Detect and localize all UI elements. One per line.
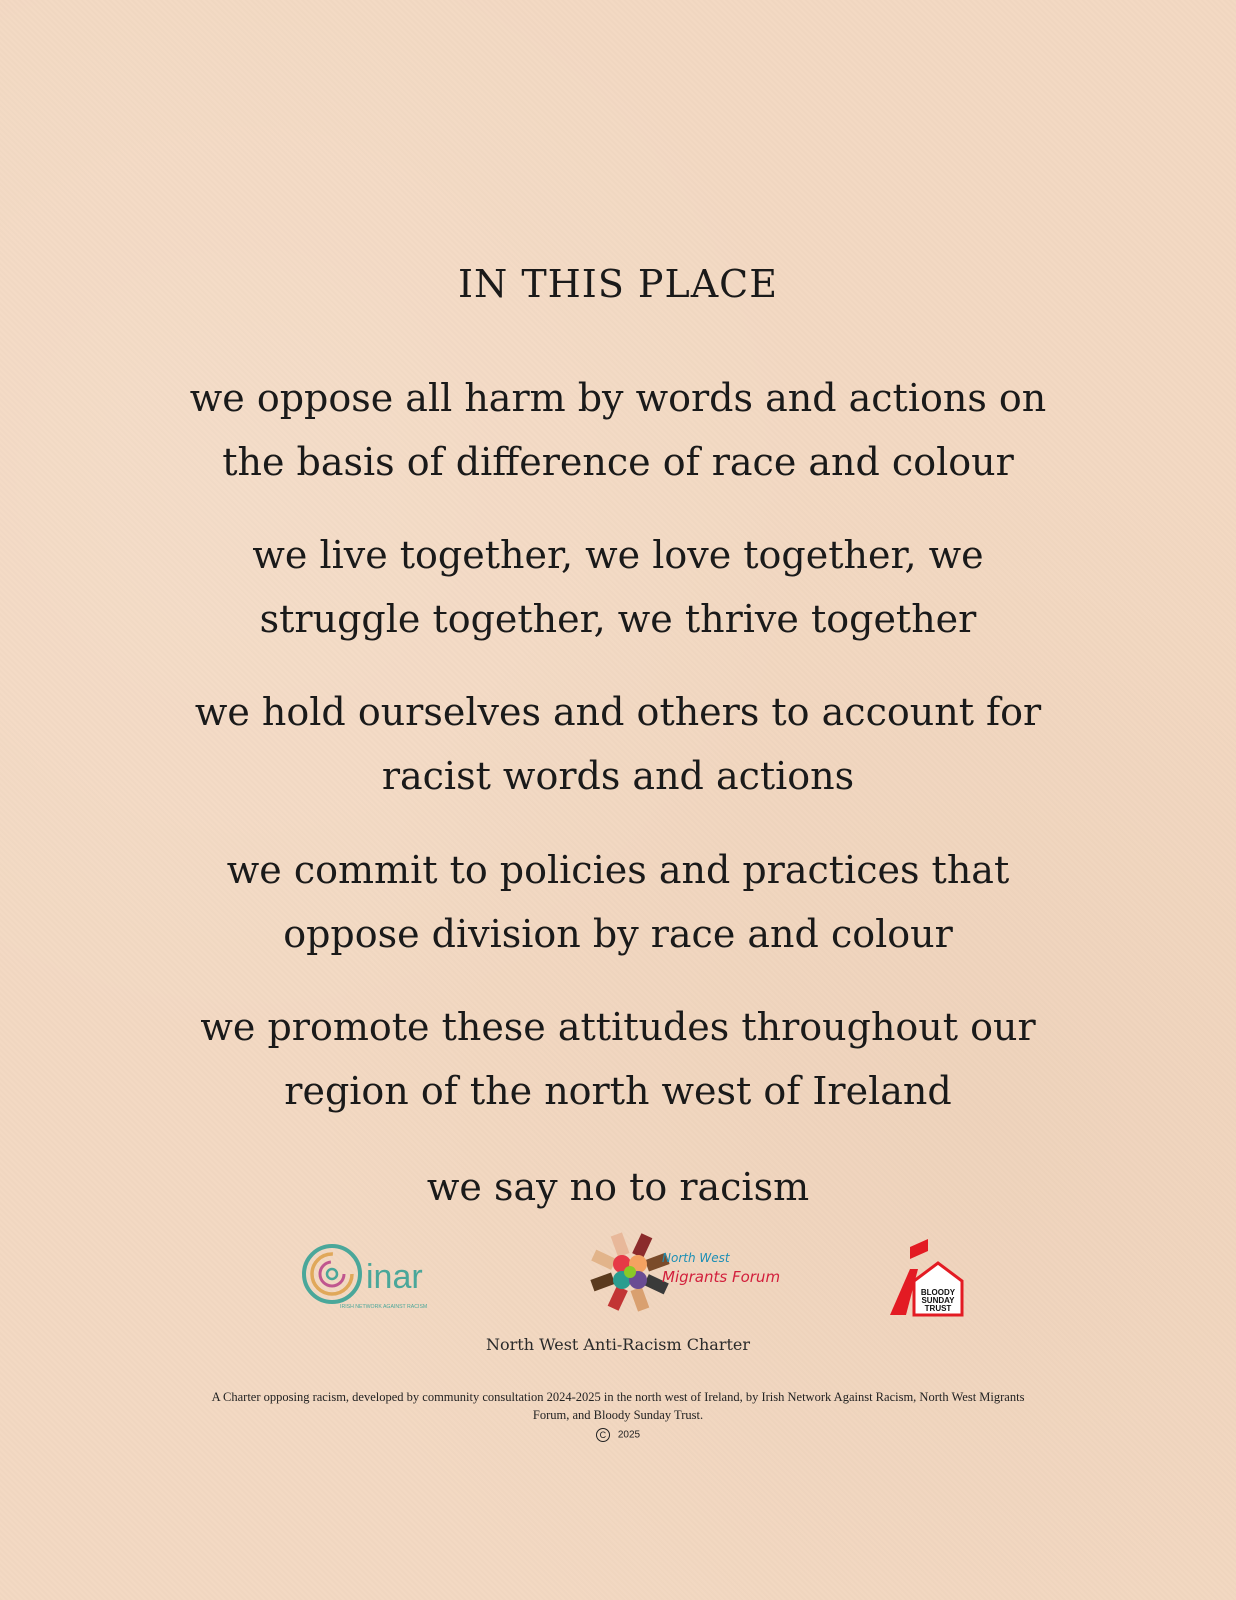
- hands-circle-icon: [590, 1232, 790, 1312]
- nwmf-logo: [590, 1232, 790, 1312]
- stanza-line: we live together, we love together, we: [252, 533, 984, 577]
- stanza-no-racism: [118, 1155, 1118, 1219]
- house-icon: [888, 1237, 968, 1317]
- stanza-live-together: [118, 523, 1118, 651]
- bst-line3: TRUST: [924, 1304, 952, 1313]
- stanza-line: we commit to policies and practices that: [226, 848, 1010, 892]
- copyright-year: 2025: [617, 1429, 641, 1441]
- copyright-icon: C: [596, 1428, 610, 1442]
- charter-description: A Charter opposing racism, developed by community consultation 2024-2025 in the north west of Ireland, by Irish Network Against Racism, North West Migrants Forum, and Bloody Sunday Trust.: [211, 1390, 1025, 1422]
- stanza-promote: [118, 995, 1118, 1123]
- stanza-line: we say no to racism: [426, 1165, 810, 1209]
- bst-line2: SUNDAY: [921, 1296, 955, 1305]
- stanza-oppose-harm: [118, 366, 1118, 494]
- stanza-line: region of the north west of Ireland: [284, 1069, 952, 1113]
- bst-line1: BLOODY: [920, 1288, 956, 1297]
- nwmf-line2: Migrants Forum: [662, 1268, 781, 1286]
- inar-tagline: IRISH NETWORK AGAINST RACISM: [340, 1304, 428, 1310]
- charter-name: North West Anti-Racism Charter: [485, 1335, 751, 1354]
- stanza-policies: [118, 838, 1118, 966]
- stanza-line: struggle together, we thrive together: [259, 597, 977, 641]
- inar-wordmark: inar: [366, 1258, 423, 1296]
- stanza-line: the basis of difference of race and colour: [222, 440, 1014, 484]
- stanza-line: we hold ourselves and others to account for: [194, 690, 1042, 734]
- copyright-notice: [0, 1428, 1236, 1442]
- page-title: IN THIS PLACE: [457, 262, 778, 306]
- stanza-line: we promote these attitudes throughout our: [200, 1005, 1036, 1049]
- stanza-line: racist words and actions: [381, 754, 855, 798]
- nwmf-line1: North West: [662, 1251, 730, 1265]
- inar-swirl-icon: [300, 1242, 450, 1312]
- stanza-line: we oppose all harm by words and actions on: [189, 376, 1047, 420]
- stanza-account: [118, 680, 1118, 808]
- partner-logos: [0, 1232, 1236, 1322]
- stanza-line: oppose division by race and colour: [283, 912, 953, 956]
- bst-logo: [888, 1237, 968, 1317]
- inar-logo: [300, 1242, 450, 1312]
